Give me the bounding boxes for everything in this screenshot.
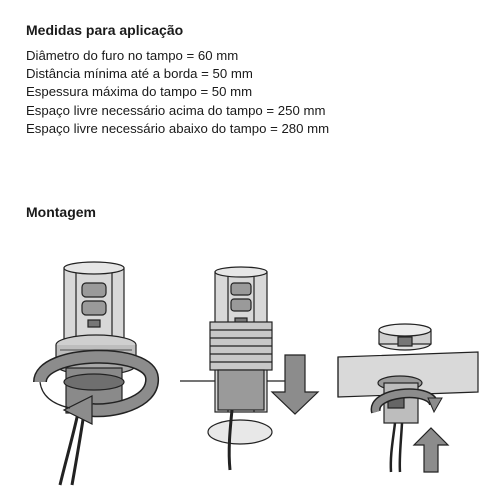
spec-edge-distance: Distância mínima até a borda = 50 mm	[26, 66, 253, 82]
section-title-mounting: Montagem	[26, 204, 96, 220]
illustration-step-2	[180, 267, 300, 470]
spec-hole-diameter: Diâmetro do furo no tampo = 60 mm	[26, 48, 239, 63]
illustration-step-1	[56, 262, 136, 485]
section-title-measures: Medidas para aplicação	[26, 22, 184, 38]
spec-space-above: Espaço livre necessário acima do tampo = 250 mm	[26, 102, 326, 118]
up-arrow-icon	[414, 428, 448, 472]
spec-space-below: Espaço livre necessário abaixo do tampo = 280 mm	[26, 120, 330, 136]
spec-max-thickness: Espessura máxima do tampo = 50 mm	[26, 84, 253, 100]
down-arrow-icon	[272, 355, 318, 414]
